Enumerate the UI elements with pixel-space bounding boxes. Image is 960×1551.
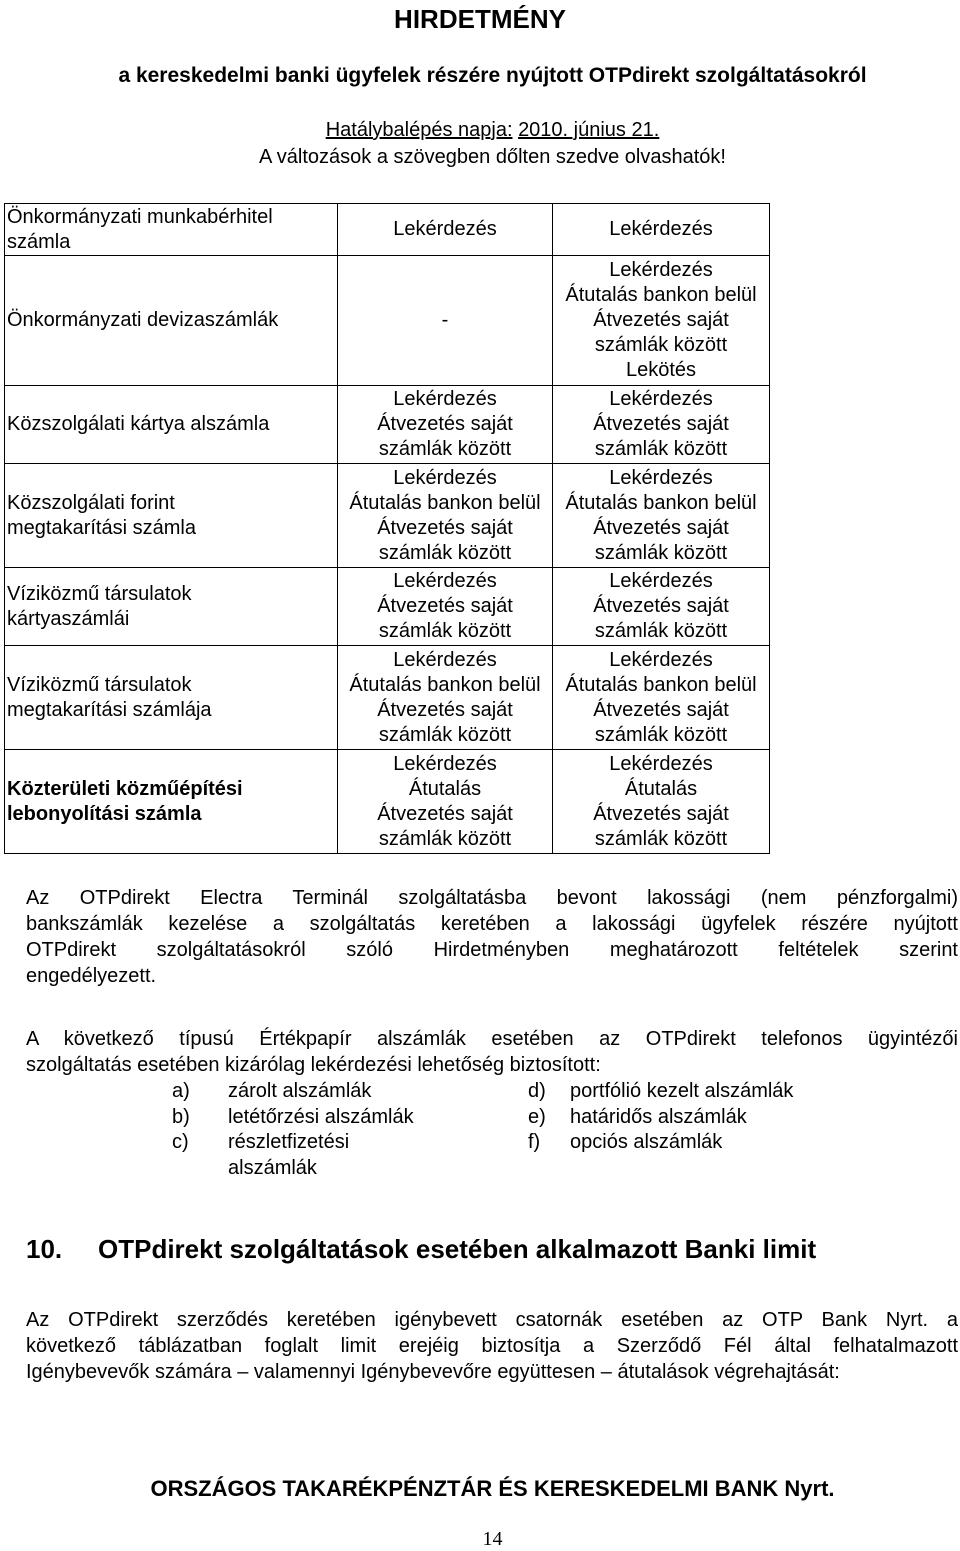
table-row — [5, 646, 770, 750]
account-type-label: Közszolgálati kártya alszámla — [7, 413, 270, 435]
bank-name-footer: ORSZÁGOS TAKARÉKPÉNZTÁR ÉS KERESKEDELMI BANK Nyrt. — [150, 1476, 835, 1501]
effective-label: Hatálybalépés napja: — [325, 119, 513, 141]
page-number: 14 — [482, 1528, 503, 1550]
service-item: Átvezetés saját — [377, 595, 513, 617]
service-item: Átvezetés saját — [377, 413, 513, 435]
list-item-text: részletfizetési — [228, 1131, 350, 1153]
effective-date: 2010. június 21. — [518, 119, 660, 141]
services-table — [4, 203, 770, 854]
service-item: Lekérdezés — [393, 466, 497, 489]
service-item: számlák között — [594, 827, 728, 850]
service-item: Lekérdezés — [609, 752, 713, 775]
service-item: Lekérdezés — [609, 218, 713, 240]
account-type-label: Víziközmű társulatok — [7, 673, 192, 696]
section-number: 10. — [26, 1234, 63, 1264]
service-item: - — [441, 309, 449, 331]
service-cell-secondary — [553, 750, 770, 854]
service-item: Átutalás bankon belül — [349, 491, 541, 514]
table-row — [5, 204, 770, 256]
service-item: Lekérdezés — [393, 570, 497, 592]
changes-note: A változások a szövegben dőlten szedve olvashatók! — [259, 146, 726, 168]
service-item: Lekérdezés — [609, 466, 713, 489]
service-cell-primary — [338, 256, 553, 386]
service-item: Lekérdezés — [393, 648, 497, 671]
list-item-key: d) — [528, 1080, 546, 1102]
service-item: Átvezetés saját — [593, 802, 729, 825]
account-type-label: Közszolgálati forint — [7, 491, 175, 514]
service-cell-secondary — [553, 256, 770, 386]
paragraph-line: Az OTPdirekt Electra Terminál szolgáltatásba bevont lakossági (nem pénzforgalmi) — [26, 887, 958, 909]
list-item-text: határidős alszámlák — [570, 1106, 747, 1128]
account-type-label: megtakarítási számlája — [7, 698, 212, 721]
list-item-key: f) — [528, 1131, 541, 1153]
service-cell-primary — [338, 204, 553, 256]
service-item: Átutalás bankon belül — [349, 673, 541, 696]
service-item: Átvezetés saját — [593, 413, 729, 435]
service-item: Átvezetés saját — [377, 516, 513, 539]
paragraph-line: engedélyezett. — [26, 965, 157, 987]
paragraph-securities — [26, 1026, 958, 1078]
service-item: Lekérdezés — [393, 218, 497, 240]
service-cell-primary — [338, 646, 553, 750]
service-item: számlák között — [378, 723, 512, 746]
service-item: számlák között — [378, 438, 512, 460]
service-item: számlák között — [594, 541, 728, 564]
service-item: Átutalás bankon belül — [565, 673, 757, 696]
table-row — [5, 750, 770, 854]
service-cell-primary — [338, 750, 553, 854]
service-item: Átutalás — [408, 777, 482, 800]
paragraph-line: Az OTPdirekt szerződés keretében igénybevett csatornák esetében az OTP Bank Nyrt. a — [26, 1309, 958, 1331]
service-item: Lekötés — [625, 359, 697, 381]
service-item: Lekérdezés — [393, 388, 497, 410]
service-cell-secondary — [553, 464, 770, 568]
paragraph-electra — [26, 885, 958, 989]
service-cell-primary — [338, 386, 553, 464]
service-cell-primary — [338, 568, 553, 646]
service-item: Átutalás bankon belül — [565, 284, 757, 306]
account-type-label: megtakarítási számla — [7, 516, 196, 539]
service-item: Lekérdezés — [393, 752, 497, 775]
service-item: Átvezetés saját — [377, 802, 513, 825]
service-cell-secondary — [553, 568, 770, 646]
list-item-text: letétőrzési alszámlák — [228, 1106, 414, 1128]
service-item: számlák között — [378, 541, 512, 564]
account-type-label: Közterületi közműépítési — [7, 777, 243, 800]
service-item: Lekérdezés — [609, 259, 713, 281]
service-cell-primary — [338, 464, 553, 568]
account-type-label: kártyaszámlái — [7, 607, 130, 630]
account-type-cell — [5, 204, 338, 256]
service-item: Átvezetés saját — [377, 698, 513, 721]
service-item: Átvezetés saját — [593, 698, 729, 721]
paragraph-limit — [26, 1307, 958, 1385]
account-type-label: lebonyolítási számla — [7, 802, 202, 825]
table-row — [5, 386, 770, 464]
service-item: Átvezetés saját — [593, 309, 729, 331]
paragraph-line: szolgáltatás esetében kizárólag lekérdezési lehetőség biztosított: — [26, 1054, 601, 1076]
account-type-label: Víziközmű társulatok — [7, 582, 192, 605]
service-item: számlák között — [594, 438, 728, 460]
paragraph-line: bankszámlák kezelése a szolgáltatás keretében a lakossági ügyfelek részére nyújtott — [26, 913, 958, 935]
section-title: OTPdirekt szolgáltatások esetében alkalmazott Banki limit — [98, 1234, 817, 1264]
section-heading — [26, 1234, 960, 1268]
list-item-text: zárolt alszámlák — [228, 1080, 372, 1102]
list-item-text: alszámlák — [228, 1157, 317, 1179]
table-row — [5, 256, 770, 386]
list-item-key: b) — [172, 1106, 190, 1128]
service-item: számlák között — [594, 334, 728, 356]
paragraph-line: A következő típusú Értékpapír alszámlák esetében az OTPdirekt telefonos ügyintézői — [26, 1028, 958, 1050]
page-title: HIRDETMÉNY — [394, 4, 566, 34]
list-item-key: c) — [172, 1131, 189, 1153]
account-type-label: számla — [7, 230, 71, 253]
paragraph-line: OTPdirekt szolgáltatásokról szóló Hirdetményben meghatározott feltételek szerint — [26, 939, 958, 961]
account-type-cell — [5, 256, 338, 386]
service-item: Lekérdezés — [609, 570, 713, 592]
list-item-text: portfólió kezelt alszámlák — [570, 1080, 794, 1102]
service-item: Átutalás — [624, 777, 698, 800]
paragraph-line: Igénybevevők számára – valamennyi Igénybevevőre együttesen – átutalások végrehajtását: — [26, 1361, 840, 1383]
list-item-key: a) — [172, 1080, 190, 1102]
account-type-cell — [5, 568, 338, 646]
service-cell-secondary — [553, 646, 770, 750]
account-type-label: Önkormányzati munkabérhitel — [7, 205, 273, 228]
effective-date-line — [0, 118, 960, 142]
service-item: Átvezetés saját — [593, 595, 729, 617]
service-item: számlák között — [378, 620, 512, 642]
table-row — [5, 568, 770, 646]
service-item: Lekérdezés — [609, 648, 713, 671]
paragraph-line: következő táblázatban foglalt limit erejéig biztosítja a Szerződő Fél által felhatalmazott — [26, 1335, 958, 1357]
account-type-cell — [5, 386, 338, 464]
service-cell-secondary — [553, 386, 770, 464]
table-row — [5, 464, 770, 568]
service-item: számlák között — [378, 827, 512, 850]
service-item: Átutalás bankon belül — [565, 491, 757, 514]
service-item: számlák között — [594, 620, 728, 642]
service-item: Lekérdezés — [609, 388, 713, 410]
service-cell-secondary — [553, 204, 770, 256]
account-type-label: Önkormányzati devizaszámlák — [7, 309, 279, 331]
page-subtitle: a kereskedelmi banki ügyfelek részére nyújtott OTPdirekt szolgáltatásokról — [118, 64, 867, 87]
service-item: számlák között — [594, 723, 728, 746]
account-type-cell — [5, 750, 338, 854]
account-type-cell — [5, 464, 338, 568]
list-item-key: e) — [528, 1106, 546, 1128]
service-item: Átvezetés saját — [593, 516, 729, 539]
list-item-text: opciós alszámlák — [570, 1131, 723, 1153]
account-type-cell — [5, 646, 338, 750]
subaccount-list — [0, 1078, 960, 1188]
